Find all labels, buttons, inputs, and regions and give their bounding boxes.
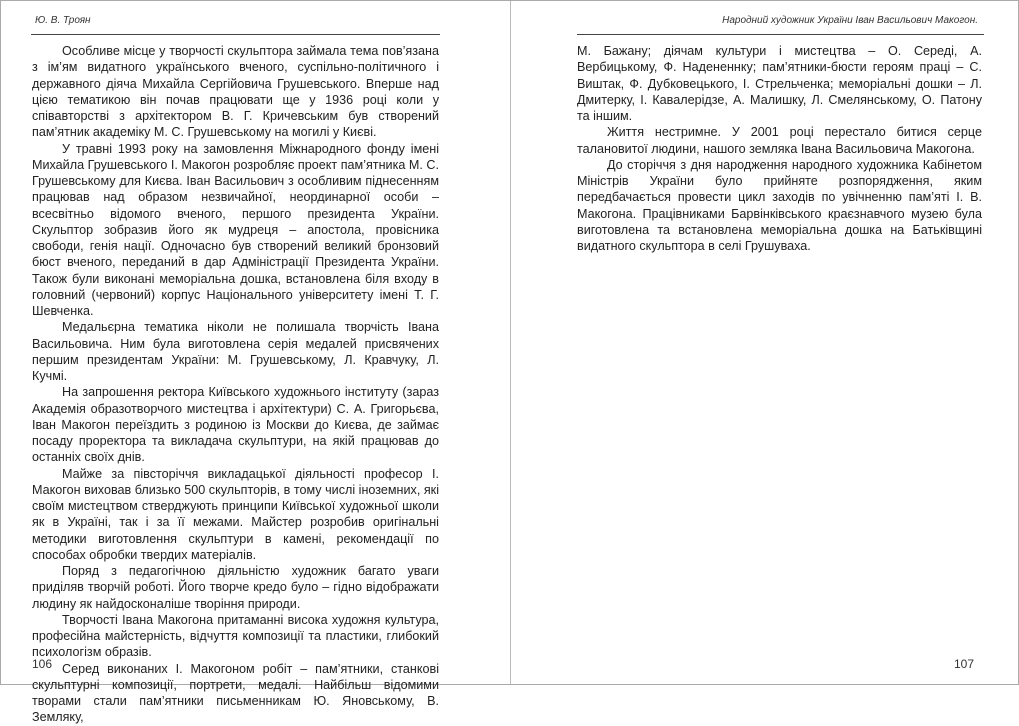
body-text: [577, 43, 982, 254]
paragraph: Майже за півсторіччя викладацької діяльності професор І. Макогон виховав близько 500 скульпторів, в тому числі іноземних, які своїм мистецтвом стверджують принципи Київської художньої школи як в Україні, так і за її межами. Майстер розробив оригінальні методики виготовлення скульптури в камені, рекомендації по способах обробки твердих матеріалів.: [32, 466, 439, 562]
paragraph: У травні 1993 року на замовлення Міжнародного фонду імені Михайла Грушевського І. Макогон розробляє проект пам’ятника М. С. Грушевському для Києва. Іван Васильович з особливим піднесенням працював над образом незвичайної, неординарної особи – всесвітньо відомого вченого, першого президента України. Скульптор зобразив його як мудреця – апостола, провісника свободи, генія нації. Одночасно був створений великий бронзовий бюст вченого, переданий в дар Адміністрації Президента України. Також були виконані меморіальна дошка, встановлена біля входу в головний (червоний) корпус Національного університету імені Т. Г. Шевченка.: [32, 141, 439, 318]
page-number: 107: [953, 657, 974, 671]
header-rule: [577, 34, 984, 35]
body-text: [32, 43, 439, 726]
paragraph: Поряд з педагогічною діяльністю художник багато уваги приділяв творчій роботі. Його творче кредо було – гідно відображати людину як найдосконаліше творіння природи.: [32, 564, 439, 611]
paragraph: До сторіччя з дня народження народного художника Кабінетом Міністрів України було прийняте розпорядження, яким передбачається провести цикл заходів по увічненню пам’яті І. В. Макогона. Працівниками Барвінківського краєзнавчого музею була виготовлена та встановлена меморіальна дошка на Батьківщині видатного скульптора в селі Грушуваха.: [577, 157, 982, 253]
paragraph: Творчості Івана Макогона притаманні висока художня культура, професійна майстерність, відчуття композиції та пластики, глибокий психологізм образів.: [32, 612, 439, 660]
running-head-author: Ю. В. Троян: [35, 15, 91, 26]
page-number: 106: [32, 657, 53, 671]
running-head-title: Народний художник України Іван Васильович Макогон.: [722, 15, 978, 26]
paragraph: Серед виконаних І. Макогоном робіт – пам’ятники, станкові скульптурні композиції, портрети, медалі. Найбільш відомими творами стали пам’ятники письменникам Ю. Яновському, В. Земляку,: [32, 661, 439, 725]
paragraph: Життя нестримне. У 2001 році перестало битися серце талановитої людини, нашого земляка Івана Васильовича Макогона.: [577, 125, 982, 156]
paragraph-continuation: М. Бажану; діячам культури і мистецтва – О. Середі, А. Вербицькому, Ф. Надененнку; пам’ятники-бюсти героям праці – С. Виштак, Ф. Дубковецького, І. Стрельченка; меморіальні дошки – Л. Дмитерку, І. Кавалерідзе, А. Малишку, Л. Смелянському, О. Патону та іншим.: [577, 44, 982, 123]
left-page: [1, 1, 510, 725]
right-page: [511, 1, 1018, 684]
paragraph: Особливе місце у творчості скульптора займала тема пов’язана з ім’ям видатного українського вченого, суспільно-політичного і державного діяча Михайла Сергійовича Грушевського. Вперше над цією тематикою він почав працювати ще у 1936 році коли у співавторстві з архітектором В. Г. Кричевським був створений пам’ятник академіку М. С. Грушевському на могилі у Києві.: [32, 44, 439, 140]
paragraph: На запрошення ректора Київського художнього інституту (зараз Академія образотворчого мистецтва і архітектури) С. А. Григорьєва, Іван Макогон переїздить з родиною із Москви до Києва, де займає посаду проректора та викладача скульптури, на якій працював до останніх своїх днів.: [32, 385, 439, 465]
header-rule: [31, 34, 440, 35]
paragraph: Медальєрна тематика ніколи не полишала творчість Івана Васильовича. Ним була виготовлена серія медалей присвячених першим президентам України: М. Грушевському, Л. Кравчуку, Л. Кучмі.: [32, 320, 439, 383]
